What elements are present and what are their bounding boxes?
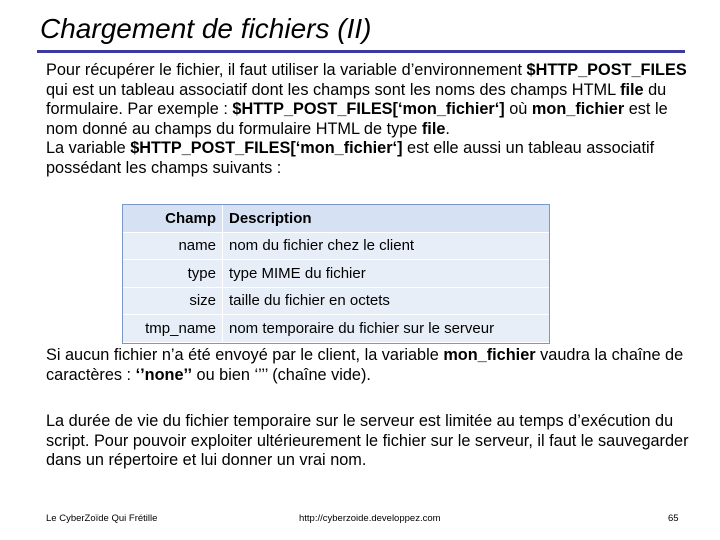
field-description: type MIME du fichier — [223, 260, 550, 288]
table-row — [123, 287, 549, 315]
intro-text: du formulaire. Par exemple : — [46, 80, 667, 119]
intro-text: . — [445, 119, 450, 138]
column-header-description: Description — [223, 205, 550, 232]
page-number: 65 — [668, 513, 679, 524]
intro-code: file — [421, 119, 446, 138]
field-name: type — [123, 260, 223, 288]
empty-file-paragraph — [46, 346, 696, 385]
intro-text: qui est un tableau associatif dont les champs sont les noms des champs HTML — [46, 80, 621, 99]
intro-text: où — [504, 100, 532, 119]
intro-code: $HTTP_POST_FILES — [526, 61, 687, 79]
column-header-champ: Champ — [123, 205, 223, 232]
field-description: nom du fichier chez le client — [223, 232, 550, 260]
lifetime-paragraph: La durée de vie du fichier temporaire sur le serveur est limitée au temps d’exécution du script. Pour pouvoir exploiter ultérieurement le fichier sur le serveur, il faut le sauvegarder dans un répertoire et lui donner un vrai nom. — [46, 412, 689, 470]
intro-code: mon_fichier — [531, 100, 625, 119]
intro-text: est elle aussi un tableau associatif possédant les champs suivants : — [46, 139, 655, 177]
intro-paragraph — [46, 61, 696, 179]
intro-code: file — [620, 80, 644, 99]
empty-note-code: mon_fichier — [443, 346, 536, 364]
field-description: nom temporaire du fichier sur le serveur — [223, 315, 550, 343]
field-description: taille du fichier en octets — [223, 287, 550, 315]
empty-note-text: vaudra la chaîne de caractères : — [46, 346, 684, 384]
table-row — [123, 260, 549, 288]
field-name: tmp_name — [123, 315, 223, 343]
footer-author: Le CyberZoïde Qui Frétille — [46, 513, 158, 524]
intro-text: La variable — [46, 139, 131, 158]
table-row — [123, 315, 549, 343]
empty-note-text: ou bien ‘’’’ (chaîne vide). — [191, 365, 371, 384]
intro-text: est le nom donné au champs du formulaire HTML de type — [46, 100, 668, 138]
field-name: size — [123, 287, 223, 315]
intro-text: Pour récupérer le fichier, il faut utiliser la variable d’environnement — [46, 61, 527, 79]
empty-note-code: ‘’none’’ — [135, 365, 192, 384]
page-title: Chargement de fichiers (II) — [40, 13, 372, 44]
title-divider — [37, 50, 685, 53]
intro-code: $HTTP_POST_FILES[‘mon_fichier‘] — [232, 100, 505, 119]
field-name: name — [123, 232, 223, 260]
fields-table — [123, 205, 549, 343]
footer-url[interactable]: http://cyberzoide.developpez.com — [299, 513, 441, 524]
table-header-row — [123, 205, 549, 232]
empty-note-text: Si aucun fichier n’a été envoyé par le client, la variable — [46, 346, 444, 364]
table-row — [123, 232, 549, 260]
intro-code: $HTTP_POST_FILES[‘mon_fichier‘] — [130, 139, 403, 158]
